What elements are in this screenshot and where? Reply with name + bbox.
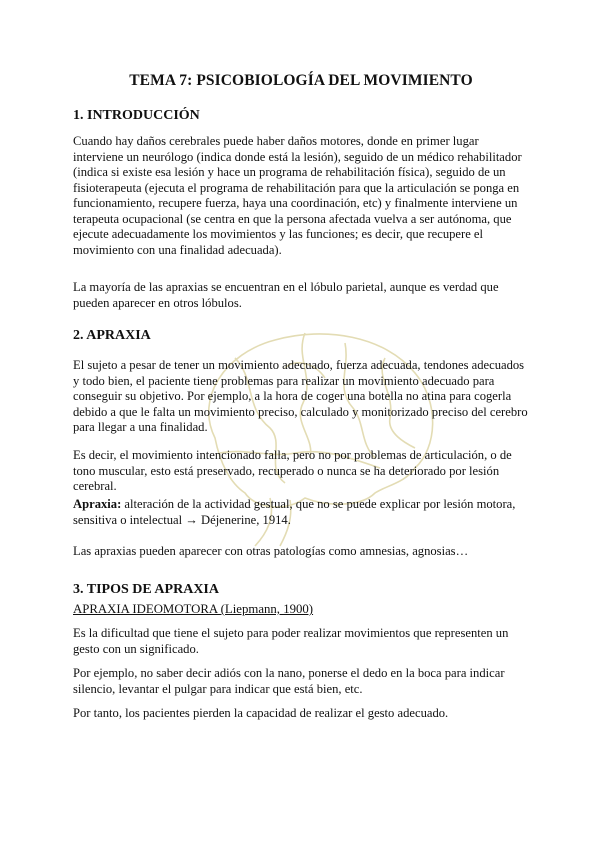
definition-text: alteración de la actividad gestual, que no se puede explicar por lesión motora, sensitiva o intelectual → Déjenerine, 1914. <box>73 497 516 527</box>
paragraph-tipos-2: Por ejemplo, no saber decir adiós con la nano, ponerse el dedo en la boca para indicar silencio, levantar el pulgar para indicar que está bien, etc. <box>73 666 505 696</box>
paragraph-apraxia-definition <box>73 497 529 528</box>
paragraph-apraxia-1: El sujeto a pesar de tener un movimiento adecuado, fuerza adecuada, tendones adecuados y todo bien, el paciente tiene problemas para realizar un movimiento adecuado para conseguir su objetivo. Por ejemplo, a la hora de coger una botella no atina para cogerla debido a que le falta un movimiento preciso, calculado y monitorizado preciso del cerebro para llegar a una finalidad. <box>73 358 528 434</box>
paragraph-intro-2: La mayoría de las apraxias se encuentran en el lóbulo parietal, aunque es verdad que pueden aparecer en otros lóbulos. <box>73 280 499 310</box>
paragraph-tipos-1: Es la dificultad que tiene el sujeto para poder realizar movimientos que representen un gesto con un significado. <box>73 626 509 656</box>
section-heading-tipos: 3. TIPOS DE APRAXIA <box>73 582 219 597</box>
section-heading-apraxia: 2. APRAXIA <box>73 328 151 343</box>
definition-term: Apraxia: <box>73 497 122 511</box>
paragraph-apraxia-closing: Las apraxias pueden aparecer con otras patologías como amnesias, agnosias… <box>73 544 469 558</box>
paragraph-intro-1: Cuando hay daños cerebrales puede haber daños motores, donde en primer lugar interviene un neurólogo (indica donde está la lesión), seguido de un médico rehabilitador (indica si existe esa lesión y hace un programa de rehabilitación física), seguido de un fisioterapeuta (ejecuta el programa de rehabilitación para que la articulación se ponga en funcionamiento, recupere fuerza, haya una coordinación, etc) y finalmente interviene un terapeuta ocupacional (se centra en que la persona afectada vuelva a ser autónoma, que ejecute adecuadamente los movimientos y las funciones; es decir, que recupere el movimiento con una finalidad adecuada). <box>73 134 522 257</box>
paragraph-apraxia-2: Es decir, el movimiento intencionado falla, pero no por problemas de articulación, o de tono muscular, esto está preservado, recuperado o nunca se ha deteriorado por lesión cerebral. <box>73 448 512 493</box>
paragraph-tipos-3: Por tanto, los pacientes pierden la capacidad de realizar el gesto adecuado. <box>73 706 449 720</box>
section-heading-introduccion: 1. INTRODUCCIÓN <box>73 108 200 123</box>
document-title: TEMA 7: PSICOBIOLOGÍA DEL MOVIMIENTO <box>129 72 473 89</box>
subheading-apraxia-ideomotora: APRAXIA IDEOMOTORA (Liepmann, 1900) <box>73 602 314 616</box>
